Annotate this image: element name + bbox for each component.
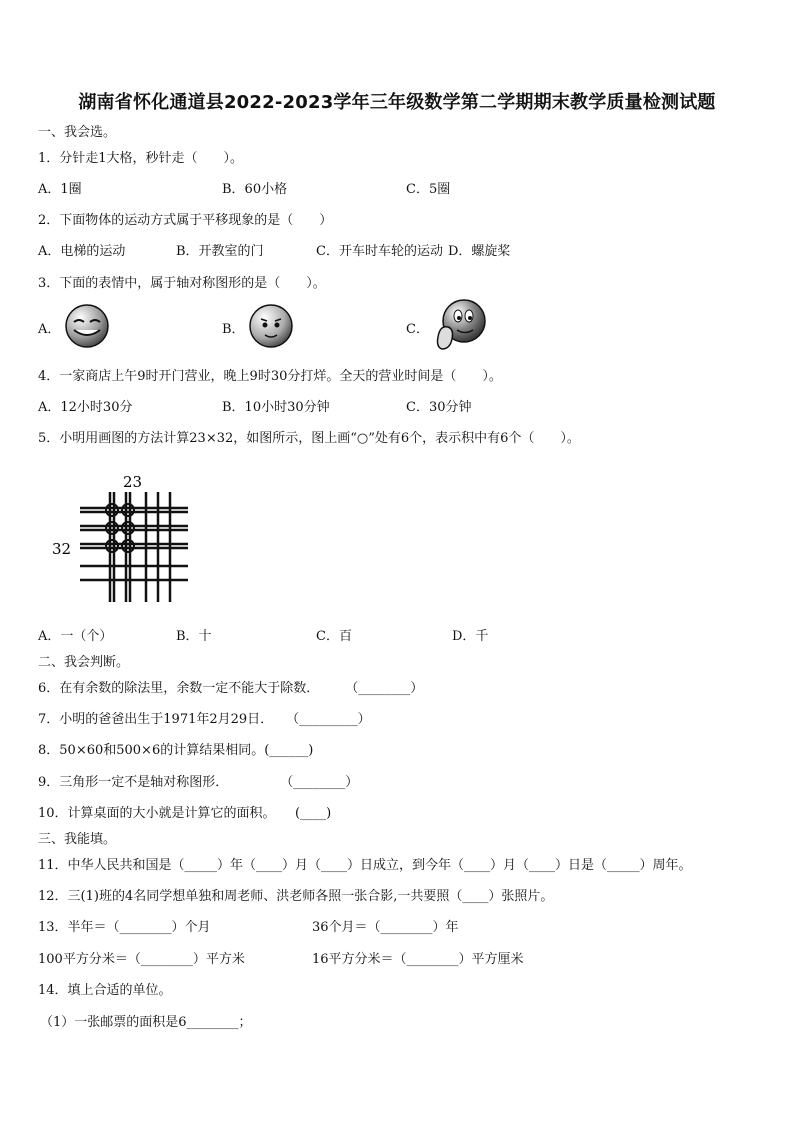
thinking-face-icon: [432, 297, 488, 353]
question-1-stem: 1．分针走1大格，秒针走（ ）。: [38, 151, 244, 166]
question-13-d: 16平方分米＝（________）平方厘米: [312, 952, 524, 967]
question-14-stem: 14．填上合适的单位。: [38, 983, 172, 998]
q3-option-b: B．: [222, 322, 245, 337]
q4-option-a: A．12小时30分: [38, 400, 133, 415]
grid-label-left: 32: [52, 540, 72, 558]
question-8: 8．50×60和500×6的计算结果相同。(______): [38, 743, 314, 758]
q3-option-a: A．: [38, 322, 61, 337]
smiling-face-icon: [64, 303, 110, 349]
question-14-sub1: （1）一张邮票的面积是6________；: [40, 1015, 252, 1030]
q2-option-b: B．开教室的门: [176, 244, 264, 259]
question-13-c: 100平方分米＝（________）平方米: [38, 952, 245, 967]
question-6: 6．在有余数的除法里，余数一定不能大于除数． （________）: [38, 681, 424, 696]
question-7: 7．小明的爸爸出生于1971年2月29日． （_________）: [38, 712, 371, 727]
section-3-heading: 三、我能填。: [38, 832, 117, 847]
question-10: 10．计算桌面的大小就是计算它的面积。 (____): [38, 806, 332, 821]
question-9: 9．三角形一定不是轴对称图形． （________）: [38, 775, 359, 790]
question-13-a: 13．半年＝（________）个月: [38, 920, 211, 935]
q2-option-d: D．螺旋桨: [448, 244, 511, 259]
multiplication-grid-figure: [50, 470, 200, 610]
question-4-stem: 4．一家商店上午9时开门营业，晚上9时30分打烊。全天的营业时间是（ ）。: [38, 369, 502, 384]
section-2-heading: 二、我会判断。: [38, 655, 130, 670]
q5-option-a: A．一（个）: [38, 629, 113, 644]
q5-option-d: D．千: [452, 629, 489, 644]
question-5-stem: 5．小明用画图的方法计算23×32，如图所示，图上画“○”处有6个，表示积中有6个（ ）。: [38, 431, 580, 446]
question-13-b: 36个月＝（________）年: [312, 920, 459, 935]
question-12: 12．三(1)班的4名同学想单独和周老师、洪老师各照一张合影,一共要照（____）张照片。: [38, 889, 554, 904]
section-1-heading: 一、我会选。: [38, 125, 117, 140]
q2-option-a: A．电梯的运动: [38, 244, 126, 259]
grid-label-top: 23: [123, 473, 143, 491]
shy-face-icon: [248, 303, 294, 349]
question-2-stem: 2．下面物体的运动方式属于平移现象的是（ ）: [38, 213, 333, 228]
q1-option-c: C．5圈: [406, 182, 451, 197]
q2-option-c: C．开车时车轮的运动: [316, 244, 443, 259]
question-11: 11．中华人民共和国是（_____）年（____）月（____）日成立，到今年（____）月（____）日是（_____）周年。: [38, 858, 692, 873]
q4-option-b: B．10小时30分钟: [222, 400, 330, 415]
q1-option-a: A．1圈: [38, 182, 82, 197]
q5-option-b: B．十: [176, 629, 212, 644]
q1-option-b: B．60小格: [222, 182, 288, 197]
page-title: 湖南省怀化通道县2022-2023学年三年级数学第二学期期末教学质量检测试题: [78, 92, 716, 113]
q5-option-c: C．百: [316, 629, 352, 644]
q4-option-c: C．30分钟: [406, 400, 472, 415]
q3-option-c: C．: [406, 322, 429, 337]
question-3-stem: 3．下面的表情中，属于轴对称图形的是（ ）。: [38, 276, 326, 291]
